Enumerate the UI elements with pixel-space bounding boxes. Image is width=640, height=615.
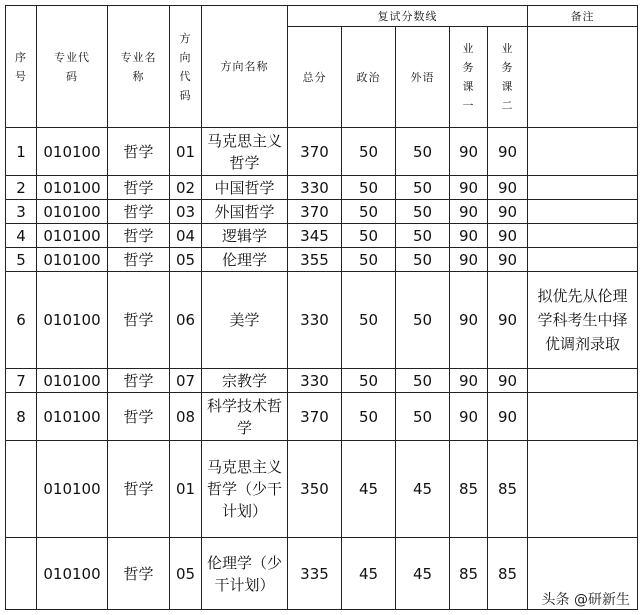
cell-course2: 90 — [488, 176, 528, 200]
header-score-group: 复试分数线 — [288, 6, 528, 27]
cell-dir-code: 06 — [170, 272, 202, 369]
table-row — [6, 248, 638, 272]
table-row — [6, 224, 638, 248]
header-dir-name: 方向名称 — [202, 6, 288, 128]
table-row — [6, 272, 638, 369]
cell-seq: 8 — [6, 393, 37, 441]
cell-seq: 1 — [6, 128, 37, 176]
header-course2: 业务课二 — [488, 27, 528, 128]
cell-seq: 2 — [6, 176, 37, 200]
cell-dir-name: 美学 — [202, 272, 288, 369]
cell-seq: 5 — [6, 248, 37, 272]
table-row — [6, 200, 638, 224]
cell-code: 010100 — [37, 441, 108, 538]
table-row — [6, 393, 638, 441]
cell-course2: 90 — [488, 200, 528, 224]
cell-code: 010100 — [37, 176, 108, 200]
cell-politics: 45 — [342, 538, 396, 610]
cell-dir-code: 07 — [170, 369, 202, 393]
cell-major: 哲学 — [108, 128, 170, 176]
cell-note — [528, 176, 638, 200]
cell-dir-name: 逻辑学 — [202, 224, 288, 248]
cell-course1: 90 — [450, 224, 488, 248]
cell-dir-code: 03 — [170, 200, 202, 224]
cell-politics: 50 — [342, 393, 396, 441]
cell-course1: 90 — [450, 393, 488, 441]
cell-foreign: 50 — [396, 224, 450, 248]
cell-seq: 7 — [6, 369, 37, 393]
cell-dir-name: 外国哲学 — [202, 200, 288, 224]
cell-total: 370 — [288, 393, 342, 441]
cell-course2: 90 — [488, 272, 528, 369]
cell-politics: 50 — [342, 224, 396, 248]
cell-note — [528, 393, 638, 441]
cell-major: 哲学 — [108, 538, 170, 610]
table-row — [6, 369, 638, 393]
cell-major: 哲学 — [108, 248, 170, 272]
cell-politics: 50 — [342, 176, 396, 200]
header-note: 备注 — [528, 6, 638, 27]
cell-total: 350 — [288, 441, 342, 538]
cell-total: 330 — [288, 272, 342, 369]
cell-course2: 85 — [488, 441, 528, 538]
cell-major: 哲学 — [108, 393, 170, 441]
header-course1: 业务课一 — [450, 27, 488, 128]
cell-course2: 90 — [488, 224, 528, 248]
cell-dir-name: 宗教学 — [202, 369, 288, 393]
cell-note — [528, 369, 638, 393]
cell-dir-code: 05 — [170, 248, 202, 272]
cell-total: 335 — [288, 538, 342, 610]
cell-dir-code: 08 — [170, 393, 202, 441]
cell-note — [528, 441, 638, 538]
cell-code: 010100 — [37, 128, 108, 176]
cell-dir-name: 伦理学（少干计划） — [202, 538, 288, 610]
cell-course2: 90 — [488, 248, 528, 272]
cell-note — [528, 224, 638, 248]
cell-seq — [6, 441, 37, 538]
cell-politics: 50 — [342, 128, 396, 176]
cell-dir-code: 04 — [170, 224, 202, 248]
cell-total: 370 — [288, 128, 342, 176]
cell-foreign: 50 — [396, 248, 450, 272]
header-foreign: 外语 — [396, 27, 450, 128]
cell-course1: 90 — [450, 176, 488, 200]
header-politics: 政治 — [342, 27, 396, 128]
cell-politics: 45 — [342, 441, 396, 538]
cell-seq: 6 — [6, 272, 37, 369]
cell-course2: 85 — [488, 538, 528, 610]
cell-course1: 90 — [450, 200, 488, 224]
cell-foreign: 50 — [396, 272, 450, 369]
cell-seq — [6, 538, 37, 610]
cell-major: 哲学 — [108, 176, 170, 200]
cell-total: 345 — [288, 224, 342, 248]
header-dir-code: 方向代码 — [170, 6, 202, 128]
table-row — [6, 128, 638, 176]
cell-dir-name: 伦理学 — [202, 248, 288, 272]
cell-total: 370 — [288, 200, 342, 224]
cell-course1: 90 — [450, 369, 488, 393]
cell-dir-name: 科学技术哲学 — [202, 393, 288, 441]
cell-foreign: 50 — [396, 393, 450, 441]
cell-note — [528, 248, 638, 272]
cell-code: 010100 — [37, 538, 108, 610]
cell-code: 010100 — [37, 393, 108, 441]
cell-major: 哲学 — [108, 441, 170, 538]
header-total: 总分 — [288, 27, 342, 128]
table-row — [6, 441, 638, 538]
cell-foreign: 45 — [396, 538, 450, 610]
cell-politics: 50 — [342, 369, 396, 393]
cell-dir-code: 02 — [170, 176, 202, 200]
cell-foreign: 50 — [396, 369, 450, 393]
cell-major: 哲学 — [108, 272, 170, 369]
cell-total: 330 — [288, 176, 342, 200]
cell-foreign: 50 — [396, 200, 450, 224]
cell-politics: 50 — [342, 272, 396, 369]
cell-foreign: 50 — [396, 176, 450, 200]
header-major-name: 专业名称 — [108, 6, 170, 128]
cell-politics: 50 — [342, 248, 396, 272]
cell-seq: 3 — [6, 200, 37, 224]
table-row — [6, 176, 638, 200]
cell-course2: 90 — [488, 128, 528, 176]
cell-major: 哲学 — [108, 200, 170, 224]
cell-foreign: 50 — [396, 128, 450, 176]
cell-course1: 85 — [450, 441, 488, 538]
cell-course1: 90 — [450, 128, 488, 176]
cell-course1: 90 — [450, 248, 488, 272]
cell-dir-code: 05 — [170, 538, 202, 610]
cell-politics: 50 — [342, 200, 396, 224]
cell-code: 010100 — [37, 272, 108, 369]
cell-seq: 4 — [6, 224, 37, 248]
cell-foreign: 45 — [396, 441, 450, 538]
cell-course1: 85 — [450, 538, 488, 610]
cell-note: 拟优先从伦理学科考生中择优调剂录取 — [528, 272, 638, 369]
cell-major: 哲学 — [108, 224, 170, 248]
cell-code: 010100 — [37, 200, 108, 224]
cell-dir-name: 中国哲学 — [202, 176, 288, 200]
cell-dir-name: 马克思主义哲学（少干计划） — [202, 441, 288, 538]
cell-code: 010100 — [37, 248, 108, 272]
cell-dir-code: 01 — [170, 441, 202, 538]
watermark: 头条 @研新生 — [541, 592, 630, 608]
cell-course2: 90 — [488, 393, 528, 441]
cell-course2: 90 — [488, 369, 528, 393]
cell-code: 010100 — [37, 369, 108, 393]
cell-code: 010100 — [37, 224, 108, 248]
cell-total: 330 — [288, 369, 342, 393]
header-note-empty — [528, 27, 638, 128]
cell-dir-name: 马克思主义哲学 — [202, 128, 288, 176]
cell-dir-code: 01 — [170, 128, 202, 176]
score-table — [5, 5, 638, 610]
cell-total: 355 — [288, 248, 342, 272]
header-major-code: 专业代码 — [37, 6, 108, 128]
cell-note — [528, 200, 638, 224]
cell-note — [528, 128, 638, 176]
cell-course1: 90 — [450, 272, 488, 369]
header-seq: 序号 — [6, 6, 37, 128]
cell-major: 哲学 — [108, 369, 170, 393]
